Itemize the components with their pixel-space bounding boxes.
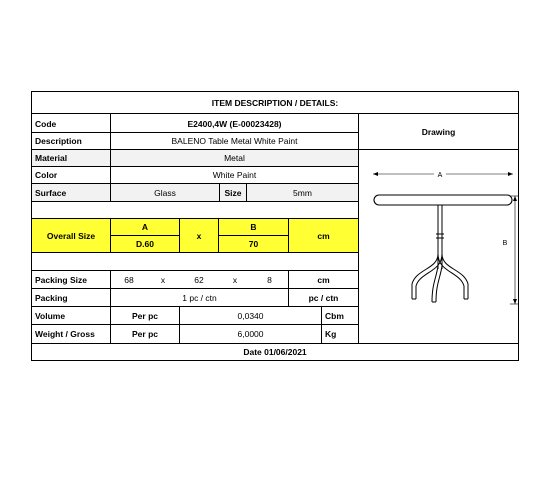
size-label: Size <box>220 184 246 201</box>
volume-value: 0,0340 <box>237 310 264 321</box>
dimension-b-arrow <box>510 196 518 304</box>
packing-size-unit: cm <box>317 274 330 285</box>
item-details-sheet <box>31 91 519 361</box>
material-label: Material <box>32 150 110 166</box>
dimension-b-value: 70 <box>248 239 259 249</box>
weight-value: 6,0000 <box>237 329 264 339</box>
size-value: 5mm <box>247 184 358 201</box>
packing-size-length: 68 <box>124 274 134 285</box>
color-label: Color <box>35 170 58 180</box>
packing-size-times-1: x <box>160 274 166 285</box>
code-label: Code <box>35 118 57 129</box>
material-value: Metal <box>111 150 358 166</box>
surface-label: Surface <box>32 184 110 201</box>
weight-label: Weight / Gross <box>35 329 95 339</box>
drawing-label: Drawing <box>421 127 456 137</box>
sheet-title: ITEM DESCRIPTION / DETAILS: <box>211 97 339 108</box>
dimension-b-label: B <box>250 222 257 232</box>
volume-unit: Cbm <box>325 310 344 321</box>
packing-size-times-2: x <box>232 274 238 285</box>
packing-size-height: 8 <box>267 274 272 285</box>
packing-size-width: 62 <box>194 274 204 285</box>
packing-unit: pc / ctn <box>308 292 339 303</box>
code-value: E2400,4W (E-00023428) <box>187 118 282 129</box>
color-value: White Paint <box>212 170 257 180</box>
description-value: BALENO Table Metal White Paint <box>171 136 298 146</box>
dimension-a-label: A <box>141 222 149 232</box>
description-label: Description <box>35 136 82 146</box>
weight-per: Per pc <box>132 329 158 339</box>
table-legs <box>412 205 468 302</box>
dimension-a-arrow <box>373 169 513 179</box>
date-footer: Date 01/06/2021 <box>243 347 307 357</box>
packing-value: 1 pc / ctn <box>182 292 217 303</box>
overall-size-times: x <box>196 230 202 241</box>
overall-size-label: Overall Size <box>46 230 96 241</box>
packing-label: Packing <box>35 292 68 303</box>
tabletop <box>374 195 512 205</box>
table-drawing <box>360 144 518 319</box>
dimension-a-value: D.60 <box>136 239 154 249</box>
dimension-b-marker: B <box>502 240 508 247</box>
volume-label: Volume <box>35 310 66 321</box>
packing-size-label: Packing Size <box>35 274 87 285</box>
volume-per: Per pc <box>132 310 158 321</box>
weight-unit: Kg <box>325 329 337 339</box>
dimension-a-marker: A <box>437 172 443 179</box>
surface-value: Glass <box>111 184 219 201</box>
overall-size-unit: cm <box>317 230 330 241</box>
